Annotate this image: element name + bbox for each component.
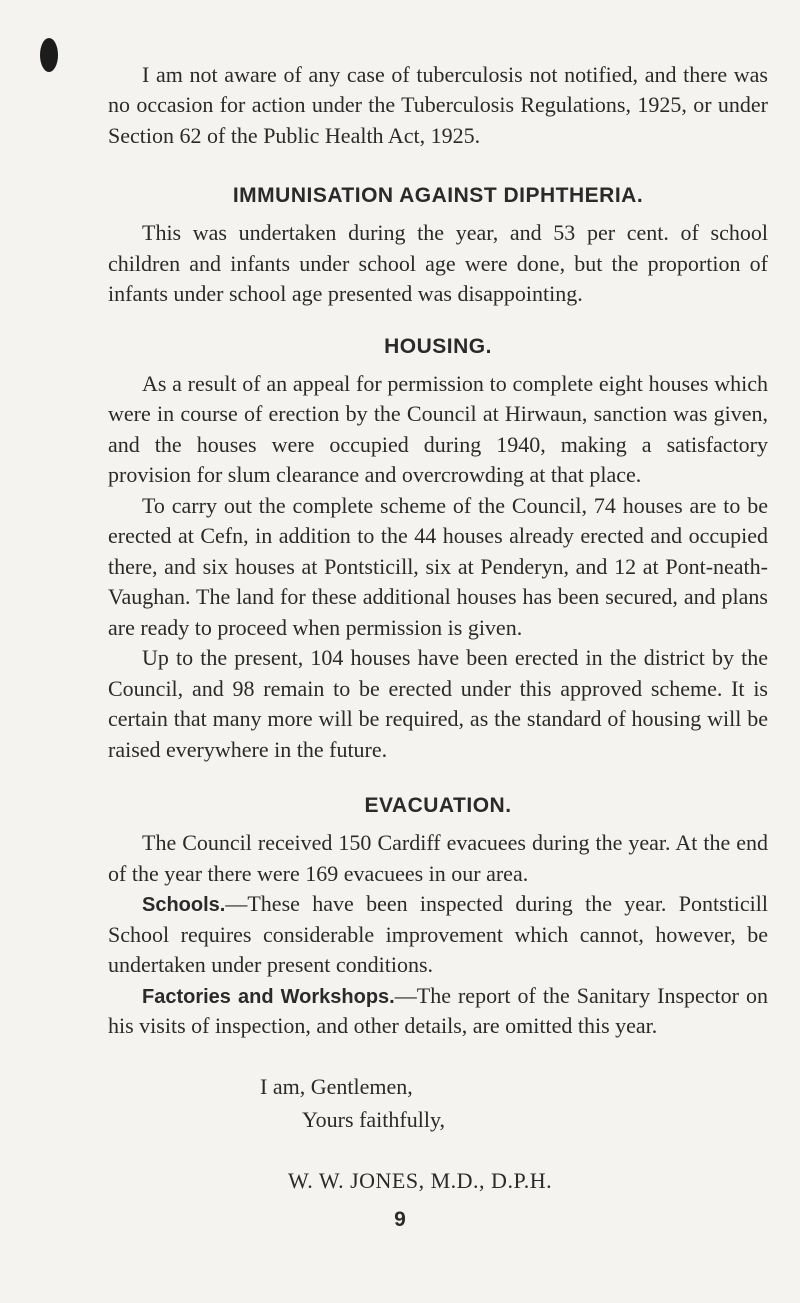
- schools-label: Schools.: [142, 894, 226, 917]
- housing-paragraph-3: Up to the present, 104 houses have been erected in the district by the Council, and 98 remain to be erected under this approved scheme. It is certain that many more will be required, as the standard of housing will be raised everywhere in the future.: [108, 645, 768, 762]
- document-page: [108, 60, 768, 1196]
- housing-paragraph-1: As a result of an appeal for permission to complete eight houses which were in course of erection by the Council at Hirwaun, sanction was given, and the houses were occupied during 1940, making a satisfactory provision for slum clearance and overcrowding at that place.: [108, 370, 768, 488]
- closing-block: [108, 1070, 768, 1136]
- factories-paragraph: [108, 981, 768, 1042]
- evacuation-heading: EVACUATION.: [364, 794, 512, 818]
- signature: W. W. JONES, M.D., D.P.H.: [288, 1167, 553, 1193]
- closing-salutation: I am, Gentlemen,: [260, 1073, 413, 1099]
- hole-punch-mark: [40, 38, 58, 72]
- schools-text: —These have been inspected during the year. Pontsticill School requires considerable improvement which cannot, however, be undertaken under present conditions.: [108, 891, 768, 978]
- factories-text: —The report of the Sanitary Inspector on his visits of inspection, and other details, are omitted this year.: [108, 982, 769, 1039]
- opening-paragraph: I am not aware of any case of tuberculosis not notified, and there was no occasion for action under the Tuberculosis Regulations, 1925, or under Section 62 of the Public Health Act, 1925.: [108, 62, 768, 148]
- schools-paragraph: [108, 889, 768, 981]
- immunisation-paragraph: This was undertaken during the year, and 53 per cent. of school children and infants under school age were done, but the proportion of infants under school age presented was disappointing.: [108, 220, 768, 307]
- page-number: 9: [394, 1208, 406, 1231]
- housing-paragraph-2: To carry out the complete scheme of the Council, 74 houses are to be erected at Cefn, in addition to the 44 houses already erected and occupied there, and six houses at Pontsticill, six at Penderyn, and 12 at Pont-neath-Vaughan. The land for these additional houses has been secured, and plans are ready to proceed when permission is given.: [108, 492, 768, 640]
- factories-label: Factories and Workshops.: [142, 985, 395, 1008]
- closing-valediction: Yours faithfully,: [302, 1106, 446, 1132]
- housing-heading: HOUSING.: [384, 334, 492, 358]
- evacuation-paragraph: The Council received 150 Cardiff evacuees during the year. At the end of the year there were 169 evacuees in our area.: [108, 830, 768, 886]
- immunisation-heading: IMMUNISATION AGAINST DIPHTHERIA.: [232, 184, 644, 208]
